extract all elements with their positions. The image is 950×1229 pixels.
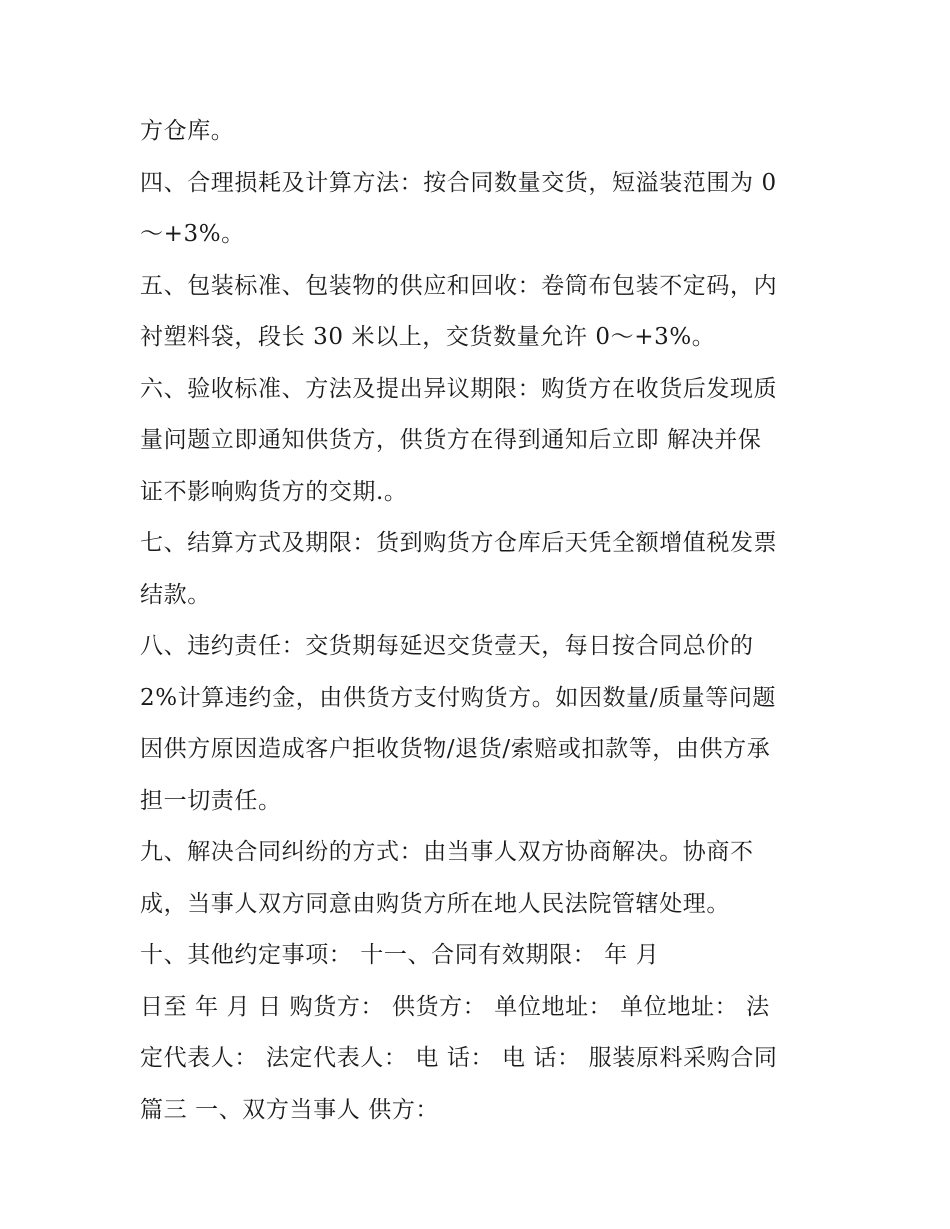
- text-line-20: 篇三 一、双方当事人 供方：: [140, 1096, 440, 1123]
- text-line-9: 七、结算方式及期限：货到购货方仓库后天凭全额增值税发票: [140, 530, 778, 556]
- text-line-17: 十、其他约定事项： 十一、合同有效期限： 年 月: [140, 942, 660, 968]
- contract-text-body: [140, 106, 820, 1136]
- text-line-14: 担一切责任。: [140, 787, 282, 814]
- text-line-18: 日至 年 月 日 购货方： 供货方： 单位地址： 单位地址： 法: [140, 993, 770, 1020]
- text-line-5: 衬塑料袋，段长 30 米以上，交货数量允许 0～+3%。: [140, 324, 716, 350]
- text-line-3: ～+3%。: [140, 221, 245, 247]
- text-line-13: 因供方原因造成客户拒收货物/退货/索赔或扣款等，由供方承: [140, 736, 771, 762]
- text-line-10: 结款。: [140, 581, 211, 608]
- text-line-1: 方仓库。: [140, 118, 235, 144]
- text-line-16: 成，当事人双方同意由购货方所在地人民法院管辖处理。: [140, 890, 730, 917]
- text-line-4: 五、包装标准、包装物的供应和回收：卷筒布包装不定码，内: [140, 272, 778, 299]
- text-line-2: 四、合理损耗及计算方法：按合同数量交货，短溢装范围为 0: [140, 169, 777, 196]
- text-line-19: 定代表人： 法定代表人： 电 话： 电 话： 服装原料采购合同: [140, 1045, 778, 1071]
- text-line-15: 九、解决合同纠纷的方式：由当事人双方协商解决。协商不: [140, 839, 754, 865]
- text-line-7: 量问题立即通知供货方，供货方在得到通知后立即 解决并保: [140, 427, 762, 453]
- text-line-12: 2%计算违约金，由供货方支付购货方。如因数量/质量等问题: [140, 684, 777, 711]
- text-line-6: 六、验收标准、方法及提出异议期限：购货方在收货后发现质: [140, 375, 778, 402]
- text-line-11: 八、违约责任：交货期每延迟交货壹天，每日按合同总价的: [140, 633, 754, 659]
- text-line-8: 证不影响购货方的交期.。: [140, 478, 408, 505]
